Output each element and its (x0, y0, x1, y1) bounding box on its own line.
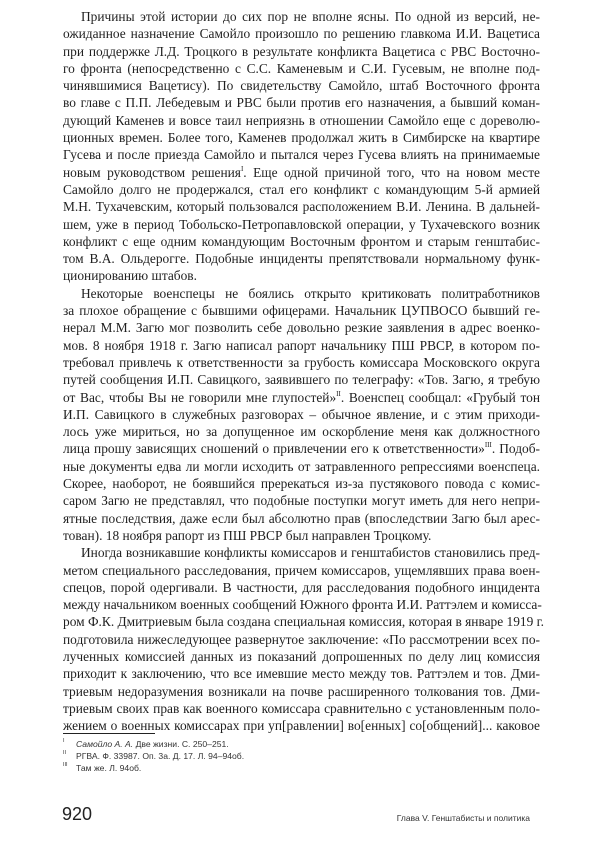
text-line: ционированию штабов. (63, 268, 197, 284)
footnote-reference[interactable]: I (240, 164, 244, 173)
text-line: Гусева и после приезда Самойло и пытался через Гусева влиять на принимаемые (63, 147, 540, 163)
footnote: III Там же. Л. 94об. (63, 762, 244, 774)
running-head: Глава V. Генштабисты и политика (396, 813, 530, 823)
text-line: лица прошу зависящих сношений о привлечении его к ответственности»$^{III}$. Подоб- (63, 441, 540, 457)
text-line: требовал привлечь к ответственности за грубость комиссара Московского округа (63, 354, 540, 370)
text-line: новым руководством решения$^I$. Еще одной причиной того, что на новом месте (63, 164, 540, 180)
footnote-mark: I (63, 738, 65, 744)
text-line: во главе с П.П. Лебедевым и РВС были против его назначения, а бывший коман- (63, 95, 540, 111)
footnote-reference[interactable]: II (336, 389, 341, 398)
paragraph (63, 544, 544, 734)
text-line: том В.А. Ольдерогге. Подобные инциденты препятствовали нормальному функ- (63, 251, 540, 267)
text-line: конфликт с еще одним командующим Восточным фронтом и старым генштабис- (63, 233, 540, 249)
text-line: метом специального расследования, причем комиссаров, ущемлявших права воен- (63, 562, 540, 578)
text-line: го фронта (непосредственно с С.С. Каменевым и С.И. Гусевым, не вполне под- (63, 60, 540, 76)
text-line: Иногда возникавшие конфликты комиссаров и генштабистов становились пред- (81, 545, 540, 561)
text-line: от Вас, чтобы Вы не говорили мне глупостей»$^{II}$. Военспец сообщал: «Грубый тон (63, 389, 541, 405)
footnote-separator (63, 733, 155, 734)
text-line: Скорее, наоборот, не боявшийся пререкаться из-за пустякового повода с комис- (63, 476, 540, 492)
text-line: ционных времен. Более того, Каменев продолжал жить в Симбирске на квартире (63, 130, 540, 146)
paragraph (63, 8, 540, 285)
text-line: путей сообщения И.П. Савицкого, заявившего по телеграфу: «Тов. Загю, я требую (63, 372, 540, 388)
text-line: ные документы едва ли могли исходить от затравленного репрессиями военспеца. (63, 458, 540, 474)
text-line: мов. 8 ноября 1918 г. Загю написал рапорт начальнику ПШ РВСР, в котором по- (63, 337, 540, 353)
text-line: при поддержке Л.Д. Троцкого в результате конфликта Вацетиса с РВС Восточно- (63, 43, 540, 59)
paragraph (63, 285, 540, 544)
text-line: Причины этой истории до сих пор не вполне ясны. По одной из версий, не- (81, 9, 540, 24)
footnote: II РГВА. Ф. 33987. Оп. 3а. Д. 17. Л. 94–94об. (63, 750, 244, 762)
text-line: И.П. Савицкого в служебных разговорах – обычное явление, и с этим приходи- (63, 406, 540, 422)
footnote-author: Самойло А. А. (76, 739, 134, 749)
text-line: спецов, порой одергивали. В частности, для расследования подобного инцидента (63, 579, 540, 595)
footnotes (63, 738, 244, 774)
text-line: за плохое обращение с бывшими офицерами. Начальник ЦУПВОСО бывший ге- (63, 303, 540, 319)
text-line: приходит к заключению, что все имевшие место между тов. Раттэлем и тов. Дми- (63, 666, 540, 682)
text-line: триевым своих прав как военного комиссара сравнительно с установленным поло- (63, 700, 540, 716)
text-line: дующий Каменев и вовсе таил неприязнь в отношении Самойло еще с дореволю- (63, 112, 540, 128)
text-line: подготовила нижеследующее развернутое заключение: «По рассмотрении всех по- (63, 631, 540, 647)
text-line: жением о военных комиссарах при уп[равлении] во[енных] со[общений]... каковое (63, 718, 540, 734)
footnote: I Самойло А. А. Две жизни. С. 250–251. (63, 738, 244, 750)
text-line: ожиданное назначение Самойло произошло по решению главкома И.И. Вацетиса (63, 26, 540, 42)
text-line: Самойло долго не продержался, стал его конфликт с командующим 5-й армией (63, 181, 540, 197)
text-line: тован). 18 ноября рапорт из ПШ РВСР был направлен Троцкому. (63, 527, 432, 543)
text-line: М.Н. Тухачевским, который пользовался расположением В.И. Ленина. В дальней- (63, 199, 540, 215)
text-line: между начальником военных сообщений Южного фронта И.И. Раттэлем и комисса- (63, 597, 542, 613)
text-line: ятные последствия, даже если был абсолютно прав (впоследствии Загю был арес- (63, 510, 540, 526)
page-number: 920 (62, 804, 93, 824)
footnote-mark: III (63, 762, 68, 768)
text-line: ром Ф.К. Дмитриевым была создана специальная комиссия, которая в январе 1919 г. (63, 614, 544, 630)
text-line: шем, уже в период Тобольско-Петропавловской операции, у Тухачевского возник (63, 216, 540, 232)
body-text (63, 8, 544, 734)
text-line: нерал М.М. Загю мог позволить себе довольно резкие заявления в адрес военко- (63, 320, 540, 336)
text-line: чинявшимися Вацетису). По свидетельству Самойло, штаб Восточного фронта (63, 78, 540, 94)
text-line: Некоторые военспецы не боялись открыто критиковать политработников (81, 285, 540, 301)
text-line: лось уже мириться, но за допущенное им оскорбление меня как должностного (63, 424, 540, 440)
footnote-reference[interactable]: III (484, 441, 492, 450)
text-line: саром Загю не представлял, что подобные поступки могут иметь для него непри- (63, 493, 540, 509)
text-line: триевым недоразумения возникали на почве расширенного толкования тов. Дми- (63, 683, 540, 699)
footnote-mark: II (63, 750, 67, 756)
text-line: лученных комиссией данных из показаний допрошенных по делу лиц комиссия (63, 648, 540, 664)
